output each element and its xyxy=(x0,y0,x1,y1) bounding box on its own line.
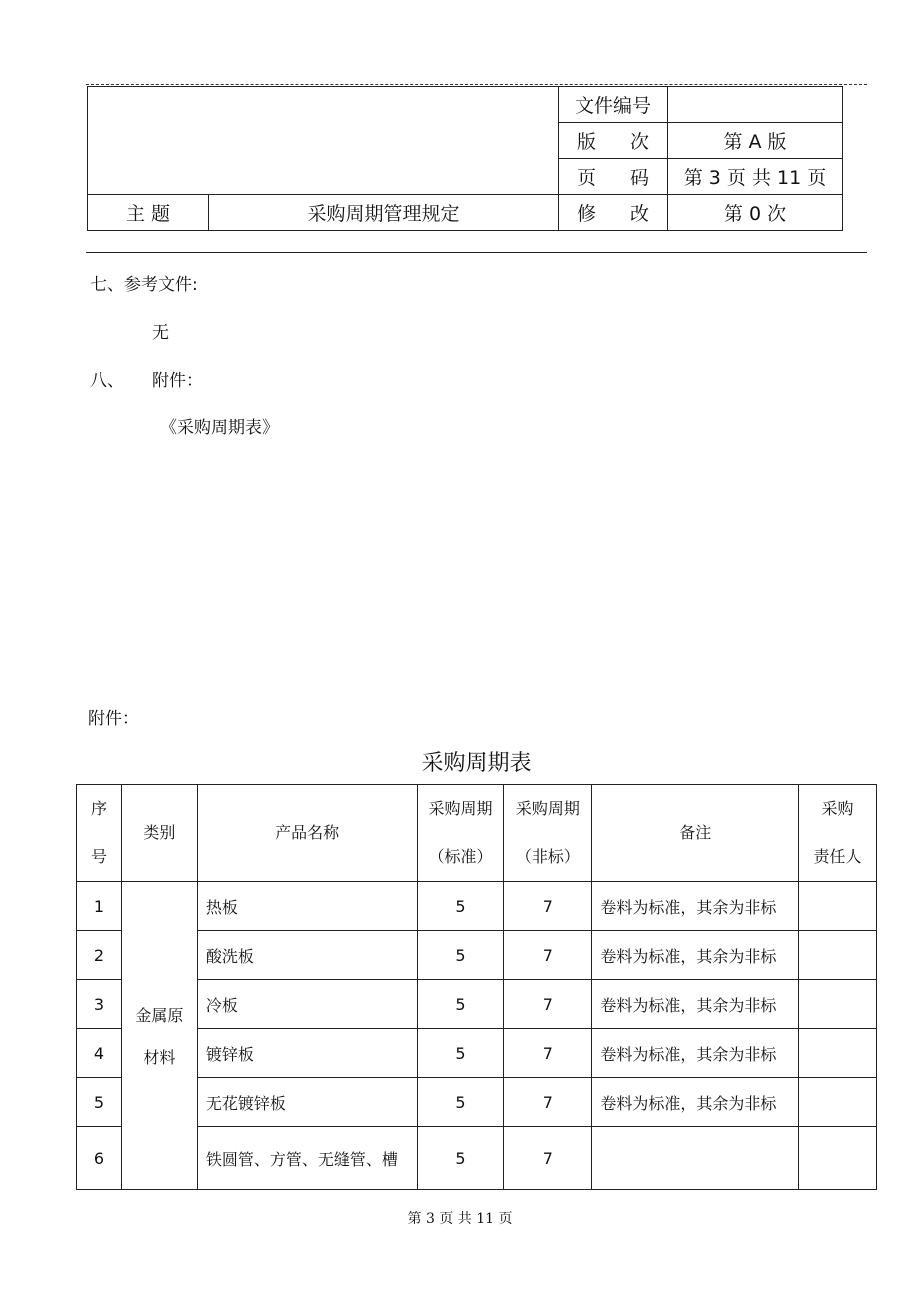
table-row xyxy=(77,1127,877,1190)
cell-remark: 卷料为标准，其余为非标 xyxy=(592,980,799,1029)
cell-seq: 3 xyxy=(77,980,122,1029)
page-footer: 第 3 页 共 11 页 xyxy=(407,1211,513,1227)
cell-nonstd: 7 xyxy=(504,882,592,931)
cell-std: 5 xyxy=(417,931,504,980)
table-row xyxy=(77,931,877,980)
version-value: 第 A 版 xyxy=(668,123,843,159)
cell-owner xyxy=(799,980,877,1029)
section8-num: 八、 xyxy=(90,371,124,391)
col-category: 类别 xyxy=(121,785,197,882)
col-std-cycle xyxy=(417,785,504,882)
cell-remark: 卷料为标准，其余为非标 xyxy=(592,931,799,980)
category-cell xyxy=(121,882,197,1190)
cell-remark: 卷料为标准，其余为非标 xyxy=(592,882,799,931)
logo-cell xyxy=(88,87,559,195)
cell-std: 5 xyxy=(417,1029,504,1078)
col-owner-b: 责任人 xyxy=(813,847,862,866)
col-std-a: 采购周期 xyxy=(428,799,493,818)
col-nonstd-a: 采购周期 xyxy=(515,799,580,818)
revision-label-b: 改 xyxy=(629,203,649,225)
category-b: 材料 xyxy=(143,1048,176,1067)
cell-std: 5 xyxy=(417,1127,504,1190)
cell-seq: 1 xyxy=(77,882,122,931)
cell-owner xyxy=(799,1127,877,1190)
cell-product: 铁圆管、方管、无缝管、槽 xyxy=(197,1127,417,1190)
cell-product: 热板 xyxy=(197,882,417,931)
col-nonstd-b: （非标） xyxy=(515,847,580,866)
col-std-b: （标准） xyxy=(428,847,493,866)
version-label-b: 次 xyxy=(629,131,649,153)
section7-content: 无 xyxy=(152,323,169,343)
table-row xyxy=(77,882,877,931)
cell-seq: 5 xyxy=(77,1078,122,1127)
attachment-label: 附件： xyxy=(88,709,139,729)
cell-std: 5 xyxy=(417,882,504,931)
section8-title: 附件： xyxy=(152,371,203,391)
page-label-b: 码 xyxy=(629,167,649,189)
cell-product: 冷板 xyxy=(197,980,417,1029)
col-nonstd-cycle xyxy=(504,785,592,882)
header-top-rule xyxy=(86,84,867,85)
cell-owner xyxy=(799,882,877,931)
schedule-table xyxy=(76,784,877,1190)
section8-content: 《采购周期表》 xyxy=(160,418,279,438)
subject-value: 采购周期管理规定 xyxy=(209,195,559,231)
schedule-title: 采购周期表 xyxy=(421,751,532,776)
cell-std: 5 xyxy=(417,1078,504,1127)
cell-nonstd: 7 xyxy=(504,1127,592,1190)
col-owner-a: 采购 xyxy=(821,799,854,818)
section7-title: 七、参考文件: xyxy=(90,275,198,295)
cell-product: 无花镀锌板 xyxy=(197,1078,417,1127)
cell-seq: 6 xyxy=(77,1127,122,1190)
cell-nonstd: 7 xyxy=(504,1029,592,1078)
cell-product: 酸洗板 xyxy=(197,931,417,980)
page-value: 第 3 页 共 11 页 xyxy=(668,159,843,195)
cell-product: 镀锌板 xyxy=(197,1029,417,1078)
subject-label: 主 题 xyxy=(88,195,209,231)
cell-nonstd: 7 xyxy=(504,1078,592,1127)
revision-label-a: 修 xyxy=(577,203,597,225)
cell-remark: 卷料为标准，其余为非标 xyxy=(592,1029,799,1078)
cell-std: 5 xyxy=(417,980,504,1029)
table-row xyxy=(77,1029,877,1078)
doc-no-label: 文件编号 xyxy=(559,87,668,123)
col-seq xyxy=(77,785,122,882)
page-label xyxy=(559,159,668,195)
version-label-a: 版 xyxy=(577,131,597,153)
col-remark: 备注 xyxy=(592,785,799,882)
col-owner xyxy=(799,785,877,882)
cell-remark xyxy=(592,1127,799,1190)
table-row xyxy=(77,1078,877,1127)
cell-nonstd: 7 xyxy=(504,980,592,1029)
col-seq-a: 序 xyxy=(90,799,107,818)
version-label xyxy=(559,123,668,159)
revision-value: 第 0 次 xyxy=(668,195,843,231)
cell-nonstd: 7 xyxy=(504,931,592,980)
cell-seq: 2 xyxy=(77,931,122,980)
header-bottom-rule xyxy=(86,252,867,253)
category-a: 金属原 xyxy=(135,1006,184,1025)
document-header-table xyxy=(87,86,843,231)
col-seq-b: 号 xyxy=(90,847,107,866)
revision-label xyxy=(559,195,668,231)
cell-seq: 4 xyxy=(77,1029,122,1078)
col-product: 产品名称 xyxy=(197,785,417,882)
cell-owner xyxy=(799,1029,877,1078)
cell-owner xyxy=(799,1078,877,1127)
doc-no-value xyxy=(668,87,843,123)
table-header-row xyxy=(77,785,877,882)
table-row xyxy=(77,980,877,1029)
page-label-a: 页 xyxy=(577,167,597,189)
cell-owner xyxy=(799,931,877,980)
cell-remark: 卷料为标准，其余为非标 xyxy=(592,1078,799,1127)
